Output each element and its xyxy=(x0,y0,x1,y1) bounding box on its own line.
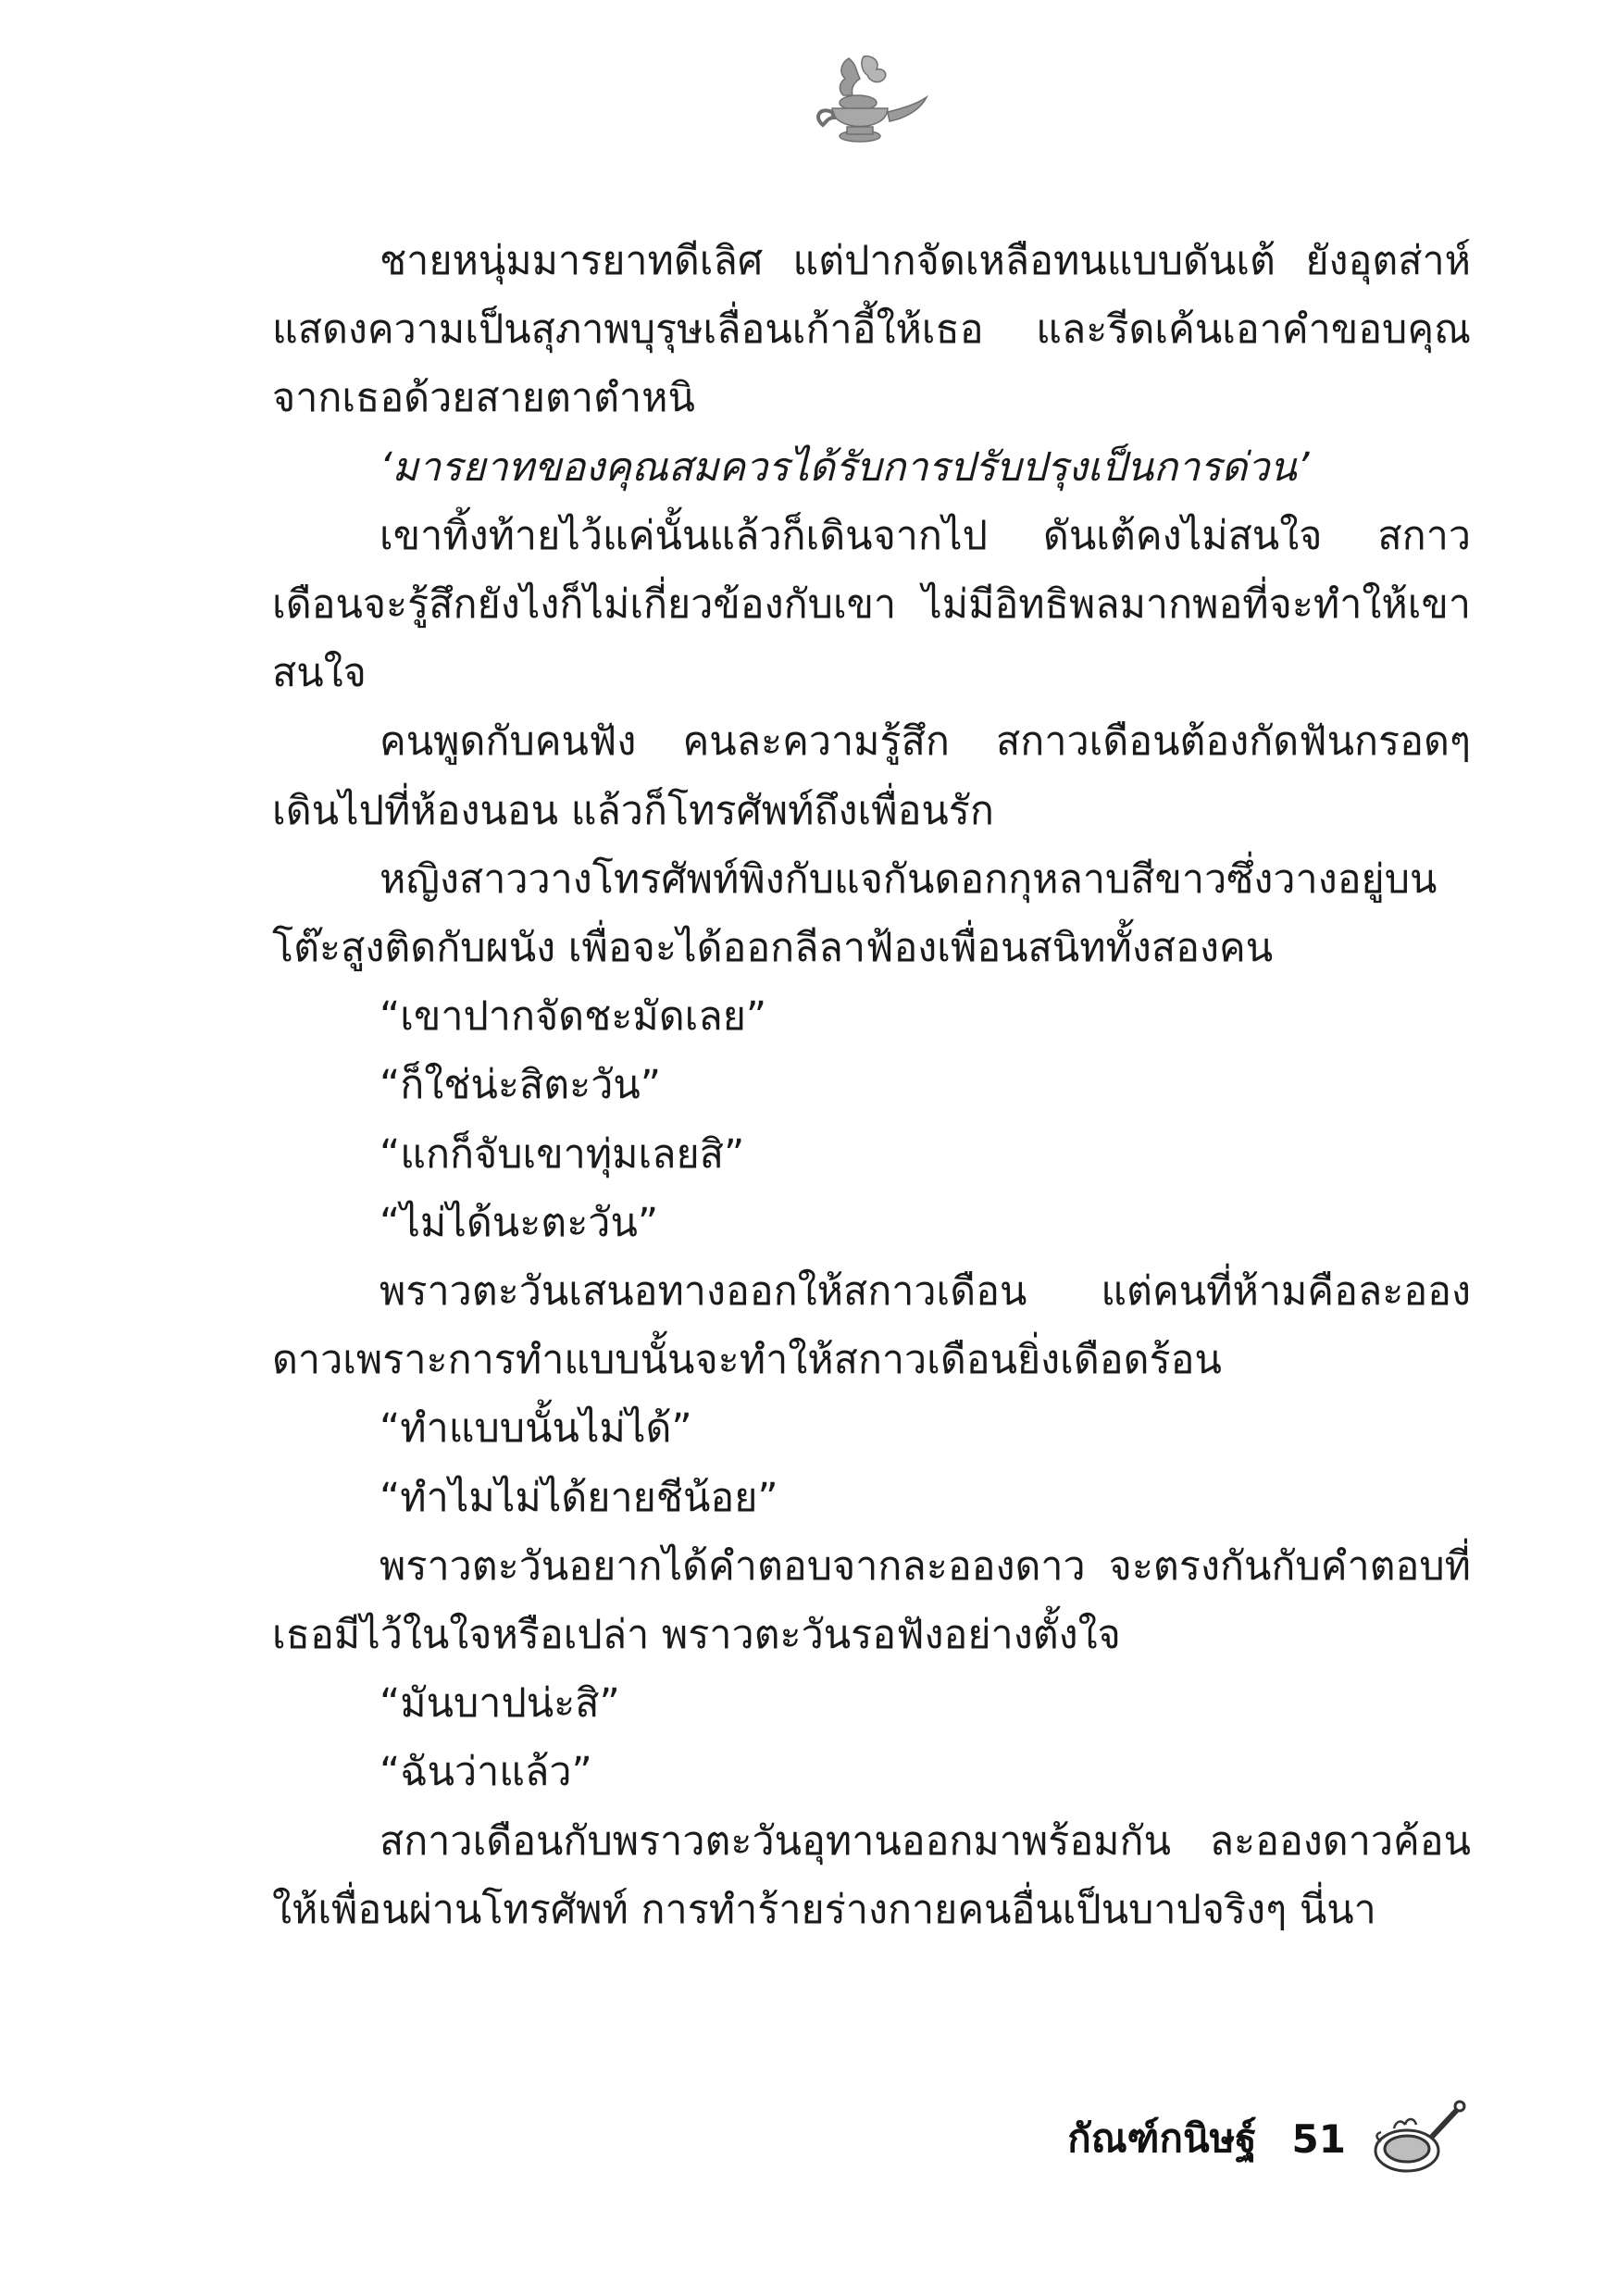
dialogue-line: “แกก็จับเขาทุ่มเลยสิ” xyxy=(380,1130,745,1178)
dialogue-line: “ทำไมไม่ได้ยายชีน้อย” xyxy=(380,1474,778,1521)
dialogue-line: “ฉันว่าแล้ว” xyxy=(380,1749,592,1796)
book-title: กัณฑ์กนิษฐ์ xyxy=(1067,2115,1257,2161)
genie-lamp-icon xyxy=(791,51,930,153)
paragraph: คนพูดกับคนฟัง คนละความรู้สึก สกาวเดือนต้องกัดฟันกรอดๆ เดินไปที่ห้องนอน แล้วก็โทรศัพท์ถึงเพื่อนรัก xyxy=(272,718,1471,834)
paragraph: พราวตะวันอยากได้คำตอบจากละอองดาว จะตรงกันกับคำตอบที่เธอมีไว้ในใจหรือเปล่า พราวตะวันรอฟังอย่างตั้งใจ xyxy=(272,1542,1471,1659)
paragraph: สกาวเดือนกับพราวตะวันอุทานออกมาพร้อมกัน ละอองดาวค้อนให้เพื่อนผ่านโทรศัพท์ การทำร้ายร่างกายคนอื่นเป็นบาปจริงๆ นี่นา xyxy=(272,1817,1471,1933)
dialogue-line: “ไม่ได้นะตะวัน” xyxy=(380,1199,659,1246)
dialogue-line: “ทำแบบนั้นไม่ได้” xyxy=(380,1405,692,1453)
paragraph: พราวตะวันเสนอทางออกให้สกาวเดือน แต่คนที่ห้ามคือละอองดาวเพราะการทำแบบนั้นจะทำให้สกาวเดือนยิ่งเดือดร้อน xyxy=(272,1268,1471,1384)
page-number: 51 xyxy=(1291,2115,1346,2162)
paragraph: เขาทิ้งท้ายไว้แค่นั้นแล้วก็เดินจากไป ดันเต้คงไม่สนใจ สกาวเดือนจะรู้สึกยังไงก็ไม่เกี่ยวข้องกับเขา ไม่มีอิทธิพลมากพอที่จะทำให้เขาสนใจ xyxy=(272,512,1471,697)
dialogue-line: “มันบาปน่ะสิ” xyxy=(380,1680,620,1728)
paragraph: หญิงสาววางโทรศัพท์พิงกับแจกันดอกกุหลาบสีขาวซึ่งวางอยู่บนโต๊ะสูงติดกับผนัง เพื่อจะได้ออกลีลาฟ้องเพื่อนสนิททั้งสองคน xyxy=(272,855,1438,972)
frying-pan-icon xyxy=(1368,2097,1470,2180)
chapter-body xyxy=(272,227,1471,1944)
dialogue-line: “ก็ใช่น่ะสิตะวัน” xyxy=(380,1062,662,1109)
paragraph-italic-quote: ‘มารยาทของคุณสมควรได้รับการปรับปรุงเป็นการด่วน’ xyxy=(380,443,1310,491)
page-footer xyxy=(1067,2097,1470,2180)
paragraph: ชายหนุ่มมารยาทดีเลิศ แต่ปากจัดเหลือทนแบบดันเต้ ยังอุตส่าห์แสดงความเป็นสุภาพบุรุษเลื่อนเก้าอี้ให้เธอ และรีดเค้นเอาคำขอบคุณจากเธอด้วยสายตาตำหนิ xyxy=(272,238,1471,422)
dialogue-line: “เขาปากจัดชะมัดเลย” xyxy=(380,993,767,1041)
